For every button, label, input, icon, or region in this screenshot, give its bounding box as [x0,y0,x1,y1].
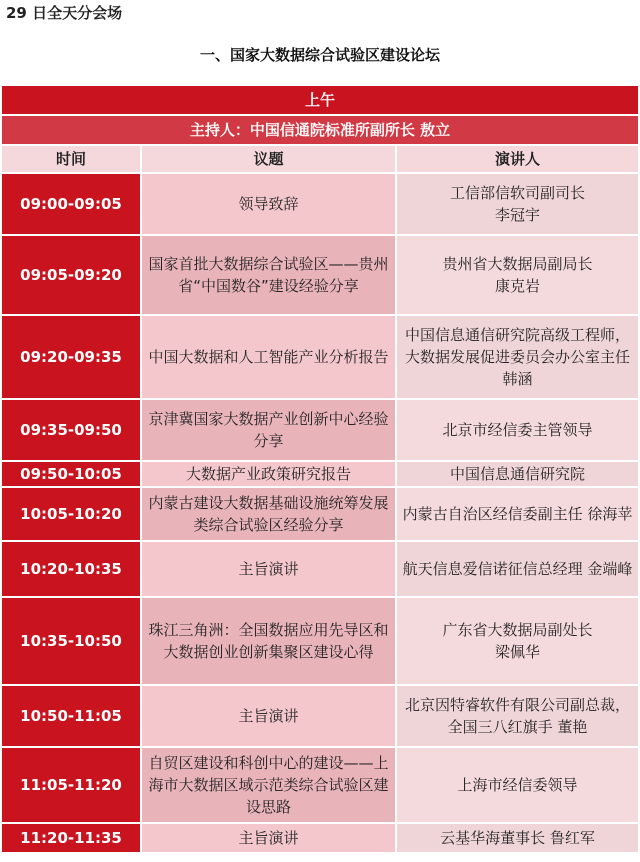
schedule-row [1,685,639,747]
day-title: 29 日全天分会场 [6,4,123,22]
column-header-row [1,145,639,173]
time-cell: 10:35-10:50 [1,597,141,685]
speaker-cell: 云基华海董事长 鲁红军 [396,823,639,853]
time-cell: 11:05-11:20 [1,747,141,823]
session-label: 上午 [1,85,639,115]
session-banner-row [1,85,639,115]
topic-cell: 领导致辞 [141,173,396,235]
time-cell: 09:50-10:05 [1,461,141,487]
topic-cell: 大数据产业政策研究报告 [141,461,396,487]
schedule-row [1,235,639,315]
speaker-cell: 上海市经信委领导 [396,747,639,823]
speaker-cell: 广东省大数据局副处长 梁佩华 [396,597,639,685]
speaker-cell: 中国信息通信研究院高级工程师，大数据发展促进委员会办公室主任 韩涵 [396,315,639,399]
speaker-cell: 航天信息爱信诺征信总经理 金端峰 [396,541,639,597]
time-cell: 10:05-10:20 [1,487,141,541]
time-cell: 09:00-09:05 [1,173,141,235]
speaker-cell: 内蒙古自治区经信委副主任 徐海苹 [396,487,639,541]
schedule-row [1,461,639,487]
schedule-row [1,597,639,685]
host-label: 主持人：中国信通院标准所副所长 敖立 [1,115,639,145]
schedule-row [1,823,639,853]
schedule-row [1,173,639,235]
schedule-table [0,84,640,854]
schedule-row [1,541,639,597]
speaker-header: 演讲人 [396,145,639,173]
topic-cell: 内蒙古建设大数据基础设施统筹发展类综合试验区经验分享 [141,487,396,541]
host-row [1,115,639,145]
topic-cell: 自贸区建设和科创中心的建设——上海市大数据区域示范类综合试验区建设思路 [141,747,396,823]
time-cell: 09:35-09:50 [1,399,141,461]
topic-cell: 主旨演讲 [141,541,396,597]
schedule-row [1,487,639,541]
speaker-cell: 贵州省大数据局副局长 康克岩 [396,235,639,315]
speaker-cell: 中国信息通信研究院 [396,461,639,487]
topic-cell: 国家首批大数据综合试验区——贵州省“中国数谷”建设经验分享 [141,235,396,315]
topic-cell: 珠江三角洲：全国数据应用先导区和大数据创业创新集聚区建设心得 [141,597,396,685]
schedule-row [1,399,639,461]
topic-cell: 中国大数据和人工智能产业分析报告 [141,315,396,399]
schedule-row [1,747,639,823]
time-cell: 09:05-09:20 [1,235,141,315]
time-header: 时间 [1,145,141,173]
topic-cell: 主旨演讲 [141,685,396,747]
time-cell: 10:20-10:35 [1,541,141,597]
time-cell: 11:20-11:35 [1,823,141,853]
speaker-cell: 北京市经信委主管领导 [396,399,639,461]
topic-cell: 京津冀国家大数据产业创新中心经验分享 [141,399,396,461]
topic-cell: 主旨演讲 [141,823,396,853]
topic-header: 议题 [141,145,396,173]
forum-title: 一、国家大数据综合试验区建设论坛 [199,46,440,64]
speaker-cell: 工信部信软司副司长 李冠宇 [396,173,639,235]
time-cell: 09:20-09:35 [1,315,141,399]
speaker-cell: 北京因特睿软件有限公司副总裁，全国三八红旗手 董艳 [396,685,639,747]
time-cell: 10:50-11:05 [1,685,141,747]
schedule-row [1,315,639,399]
